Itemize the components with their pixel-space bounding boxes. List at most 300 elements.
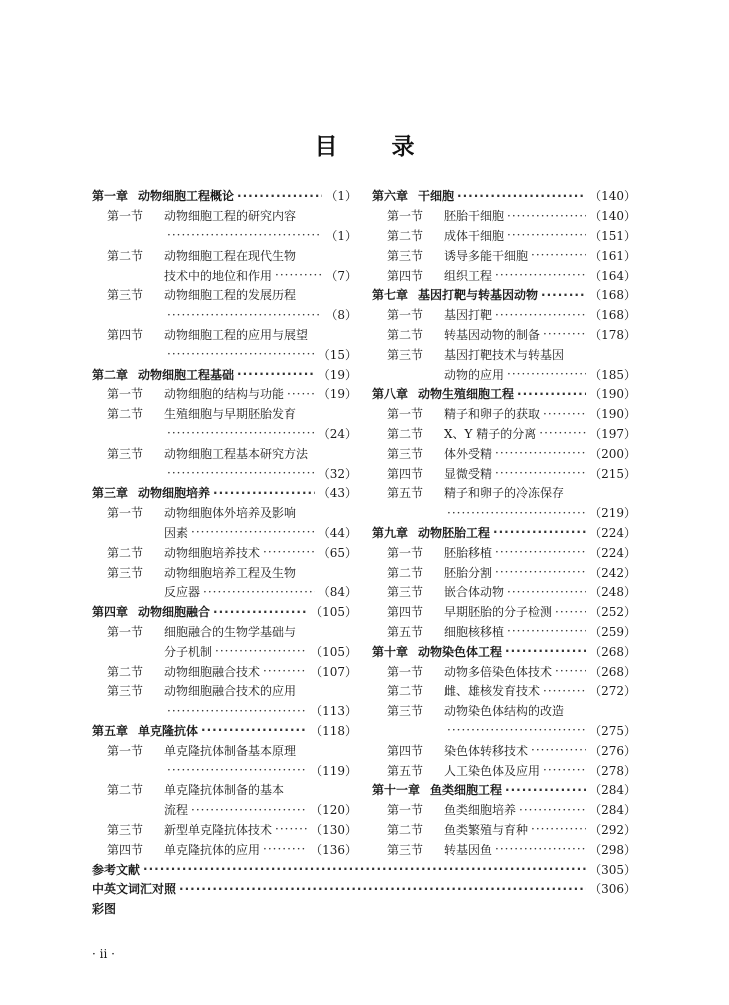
toc-entry-label: [387, 326, 540, 343]
section-title: 新型单克隆抗体技术: [164, 822, 273, 837]
dot-leader: [495, 268, 586, 282]
toc-section-row[interactable]: [92, 661, 357, 681]
section-title: 单克隆抗体制备的基本: [164, 783, 285, 798]
chapter-title: 单克隆抗体: [138, 723, 199, 738]
section-title: 精子和卵子的冷冻保存: [444, 486, 565, 501]
dot-leader: [507, 228, 586, 242]
section-number: 第四节: [107, 842, 144, 857]
toc-cont-row[interactable]: [92, 226, 357, 246]
toc-entry-label: [92, 603, 210, 620]
toc-section-row[interactable]: [92, 206, 357, 226]
page-number: （168）: [589, 308, 636, 323]
section-number: 第一节: [387, 209, 424, 224]
toc-entry-label: [107, 841, 260, 858]
page-number: （161）: [589, 248, 636, 263]
page-number: （151）: [589, 228, 636, 243]
dot-leader: [203, 585, 315, 599]
toc-entry-label: [387, 702, 564, 719]
dot-leader: [215, 644, 307, 658]
toc-section-row[interactable]: [372, 325, 636, 345]
section-number: 第五节: [387, 486, 424, 501]
page-number: （224）: [589, 525, 636, 540]
dot-leader: [543, 327, 586, 341]
section-title-continued: 动物的应用: [444, 367, 505, 382]
toc-chapter-row[interactable]: [372, 780, 636, 800]
toc-cont-row[interactable]: [92, 424, 357, 444]
toc-entry-label: [372, 187, 454, 204]
section-title: 动物细胞融合技术的应用: [164, 684, 297, 699]
toc-entry-label: [164, 801, 188, 818]
dot-leader: [507, 585, 586, 599]
toc-section-row[interactable]: [372, 305, 636, 325]
dot-leader: [531, 248, 586, 262]
dot-leader: [495, 545, 586, 559]
dot-leader: [167, 228, 322, 242]
page-number: （190）: [589, 407, 636, 422]
dot-leader: [275, 268, 322, 282]
dot-leader: [191, 525, 315, 539]
back-matter-title: 中英文词汇对照: [92, 882, 177, 897]
toc-section-row[interactable]: [372, 443, 636, 463]
section-number: 第一节: [107, 387, 144, 402]
toc-right-column: [372, 186, 636, 859]
dot-leader: [143, 862, 586, 876]
toc-section-row[interactable]: [372, 820, 636, 840]
chapter-title: 动物细胞融合: [138, 605, 211, 620]
title-char-1: 目: [314, 134, 338, 160]
toc-cont-row[interactable]: [92, 760, 357, 780]
toc-entry-label: [92, 187, 234, 204]
section-title: 动物细胞工程在现代生物: [164, 248, 297, 263]
section-title: 动物细胞工程基本研究方法: [164, 446, 309, 461]
chapter-title: 动物细胞培养: [138, 486, 211, 501]
chapter-title: 动物染色体工程: [418, 644, 503, 659]
section-title-continued: 分子机制: [164, 644, 213, 659]
toc-chapter-row[interactable]: [92, 186, 357, 206]
dot-leader: [517, 387, 586, 401]
dot-leader: [275, 822, 307, 836]
chapter-title: 鱼类细胞工程: [430, 783, 503, 798]
dot-leader: [505, 783, 586, 797]
dot-leader: [287, 387, 315, 401]
toc-section-row[interactable]: [372, 226, 636, 246]
section-title-continued: 反应器: [164, 585, 201, 600]
section-title: 胚胎分割: [444, 565, 493, 580]
toc-section-row[interactable]: [372, 701, 636, 721]
toc-entry-label: [387, 306, 492, 323]
toc-entry-label: [387, 623, 504, 640]
dot-leader: [541, 288, 586, 302]
toc-entry-label: [107, 286, 296, 303]
toc-section-row[interactable]: [92, 384, 357, 404]
toc-chapter-row[interactable]: [372, 384, 636, 404]
dot-leader: [495, 308, 586, 322]
page-number: （32）: [317, 466, 357, 481]
section-title: 体外受精: [444, 446, 493, 461]
section-title: 胚胎移植: [444, 545, 493, 560]
toc-entry-label: [107, 821, 272, 838]
chapter-title: 基因打靶与转基因动物: [418, 288, 539, 303]
section-title: 基因打靶: [444, 308, 493, 323]
dot-leader: [505, 644, 586, 658]
toc-entry-label: [372, 524, 490, 541]
page-number: （84）: [317, 585, 357, 600]
dot-leader: [495, 466, 586, 480]
dot-leader: [447, 723, 586, 737]
section-title-continued: 技术中的地位和作用: [164, 268, 273, 283]
toc-section-row[interactable]: [92, 285, 357, 305]
toc-section-row[interactable]: [92, 780, 357, 800]
dot-leader: [167, 426, 315, 440]
toc-entry-label: [387, 821, 528, 838]
section-number: 第一节: [387, 407, 424, 422]
page-number: （224）: [589, 545, 636, 560]
section-number: 第二节: [387, 327, 424, 342]
toc-entry-label: [387, 742, 528, 759]
chapter-number: 第二章: [92, 367, 129, 382]
section-title: 动物细胞的结构与功能: [164, 387, 285, 402]
toc-entry-label: [107, 544, 260, 561]
toc-section-row[interactable]: [372, 542, 636, 562]
toc-entry-label: [387, 544, 492, 561]
page-number: （190）: [589, 387, 636, 402]
section-title: 染色体转移技术: [444, 743, 529, 758]
toc-section-row[interactable]: [372, 582, 636, 602]
page-number: （119）: [310, 763, 357, 778]
toc-left-column: [92, 186, 357, 859]
toc-chapter-row[interactable]: [372, 186, 636, 206]
section-number: 第三节: [387, 842, 424, 857]
toc-section-row[interactable]: [372, 740, 636, 760]
section-number: 第五节: [387, 763, 424, 778]
back-matter-row[interactable]: [92, 899, 636, 919]
section-title: 动物多倍染色体技术: [444, 664, 553, 679]
toc-cont-row[interactable]: [92, 800, 357, 820]
chapter-number: 第九章: [372, 525, 409, 540]
section-title: 嵌合体动物: [444, 585, 505, 600]
back-matter-row[interactable]: [92, 859, 636, 879]
toc-chapter-row[interactable]: [372, 285, 636, 305]
toc-entry-label: [107, 405, 296, 422]
toc-section-row[interactable]: [92, 404, 357, 424]
section-title: 组织工程: [444, 268, 493, 283]
chapter-title: 动物细胞工程基础: [138, 367, 235, 382]
dot-leader: [555, 605, 586, 619]
toc-section-row[interactable]: [372, 483, 636, 503]
page-number: （268）: [589, 644, 636, 659]
toc-entry-label: [444, 366, 504, 383]
section-number: 第四节: [387, 605, 424, 620]
chapter-number: 第十一章: [372, 783, 421, 798]
page-number: （136）: [310, 842, 357, 857]
section-title: 鱼类细胞培养: [444, 803, 517, 818]
page-number: （200）: [589, 446, 636, 461]
page-number: （284）: [589, 783, 636, 798]
page-number: （259）: [589, 624, 636, 639]
section-title: 动物染色体结构的改造: [444, 704, 565, 719]
section-title: 细胞融合的生物学基础与: [164, 624, 297, 639]
toc-entry-label: [107, 742, 296, 759]
section-title: 精子和卵子的获取: [444, 407, 541, 422]
section-number: 第三节: [107, 684, 144, 699]
page-number: （292）: [589, 822, 636, 837]
dot-leader: [191, 803, 307, 817]
toc-section-row[interactable]: [372, 661, 636, 681]
section-title: 早期胚胎的分子检测: [444, 605, 553, 620]
toc-section-row[interactable]: [372, 622, 636, 642]
dot-leader: [263, 842, 307, 856]
page-number: （276）: [589, 743, 636, 758]
dot-leader: [263, 664, 307, 678]
chapter-number: 第五章: [92, 723, 129, 738]
toc-cont-row[interactable]: [92, 463, 357, 483]
section-title-continued: 流程: [164, 803, 189, 818]
toc-section-row[interactable]: [92, 443, 357, 463]
page-number: （284）: [589, 803, 636, 818]
section-number: 第一节: [387, 308, 424, 323]
toc-section-row[interactable]: [372, 602, 636, 622]
page-number: （15）: [317, 347, 357, 362]
section-title: 雌、雄核发育技术: [444, 684, 541, 699]
dot-leader: [507, 367, 586, 381]
chapter-title: 动物细胞工程概论: [138, 189, 235, 204]
section-title: 动物细胞工程的研究内容: [164, 209, 297, 224]
section-number: 第二节: [387, 426, 424, 441]
page-number: （242）: [589, 565, 636, 580]
dot-leader: [167, 704, 307, 718]
toc-section-row[interactable]: [372, 800, 636, 820]
toc-chapter-row[interactable]: [92, 721, 357, 741]
toc-entry-label: [107, 623, 296, 640]
toc-section-row[interactable]: [92, 542, 357, 562]
toc-entry-label: [387, 425, 536, 442]
dot-leader: [507, 624, 586, 638]
section-title: 动物细胞工程的发展历程: [164, 288, 297, 303]
toc-section-row[interactable]: [92, 325, 357, 345]
section-title-continued: 因素: [164, 525, 189, 540]
section-title: 人工染色体及应用: [444, 763, 541, 778]
toc-entry-label: [387, 583, 504, 600]
chapter-number: 第三章: [92, 486, 129, 501]
section-number: 第三节: [387, 585, 424, 600]
page-number: （105）: [310, 644, 357, 659]
section-title: 显微受精: [444, 466, 493, 481]
toc-section-row[interactable]: [92, 245, 357, 265]
toc-chapter-row[interactable]: [92, 602, 357, 622]
toc-entry-label: [107, 326, 308, 343]
toc-section-row[interactable]: [372, 245, 636, 265]
page-number: （1）: [325, 228, 357, 243]
toc-cont-row[interactable]: [92, 344, 357, 364]
toc-entry-label: [372, 385, 514, 402]
page-number: （130）: [310, 822, 357, 837]
dot-leader: [543, 684, 586, 698]
page-number: （268）: [589, 664, 636, 679]
dot-leader: [237, 367, 315, 381]
toc-entry-label: [387, 841, 492, 858]
toc-section-row[interactable]: [92, 562, 357, 582]
section-number: 第一节: [107, 506, 144, 521]
toc-cont-row[interactable]: [92, 523, 357, 543]
section-number: 第三节: [387, 704, 424, 719]
toc-entry-label: [107, 504, 296, 521]
page-number: （118）: [310, 723, 357, 738]
dot-leader: [447, 506, 586, 520]
back-matter-row[interactable]: [92, 879, 636, 899]
section-number: 第二节: [107, 545, 144, 560]
section-number: 第二节: [387, 565, 424, 580]
page-number: （252）: [589, 605, 636, 620]
toc-section-row[interactable]: [372, 562, 636, 582]
dot-leader: [167, 347, 315, 361]
toc-entry-label: [387, 663, 552, 680]
toc-cont-row[interactable]: [92, 641, 357, 661]
page-number: （19）: [317, 387, 357, 402]
dot-leader: [543, 407, 586, 421]
toc-entry-label: [372, 286, 538, 303]
toc-section-row[interactable]: [372, 404, 636, 424]
toc-entry-label: [107, 564, 296, 581]
section-number: 第二节: [107, 664, 144, 679]
dot-leader: [539, 426, 586, 440]
toc-entry-label: [387, 564, 492, 581]
toc-section-row[interactable]: [372, 760, 636, 780]
toc-section-row[interactable]: [92, 622, 357, 642]
toc-entry-label: [107, 682, 296, 699]
toc-entry-label: [387, 267, 492, 284]
toc-chapter-row[interactable]: [92, 364, 357, 384]
page-number: （7）: [325, 268, 357, 283]
section-title: 鱼类繁殖与育种: [444, 822, 529, 837]
section-number: 第三节: [107, 565, 144, 580]
page-number: （24）: [317, 426, 357, 441]
dot-leader: [213, 605, 307, 619]
toc-entry-label: [107, 207, 296, 224]
toc-section-row[interactable]: [372, 839, 636, 859]
toc-chapter-row[interactable]: [92, 483, 357, 503]
toc-section-row[interactable]: [92, 681, 357, 701]
section-title: 基因打靶技术与转基因: [444, 347, 565, 362]
toc-section-row[interactable]: [372, 424, 636, 444]
dot-leader: [507, 209, 586, 223]
page-number: （272）: [589, 684, 636, 699]
toc-cont-row[interactable]: [372, 721, 636, 741]
toc-entry-label: [372, 781, 502, 798]
page-number: （107）: [310, 664, 357, 679]
toc-entry-label: [387, 603, 552, 620]
page-number: （120）: [310, 803, 357, 818]
dot-leader: [495, 446, 586, 460]
dot-leader: [237, 189, 322, 203]
section-number: 第一节: [107, 209, 144, 224]
toc-cont-row[interactable]: [372, 503, 636, 523]
section-number: 第一节: [387, 664, 424, 679]
toc-cont-row[interactable]: [372, 364, 636, 384]
toc-section-row[interactable]: [372, 344, 636, 364]
toc-section-row[interactable]: [92, 839, 357, 859]
page-number: （215）: [589, 466, 636, 481]
section-number: 第三节: [387, 347, 424, 362]
toc-entry-label: [107, 445, 308, 462]
toc-section-row[interactable]: [372, 206, 636, 226]
section-title: 动物细胞体外培养及影响: [164, 506, 297, 521]
dot-leader: [531, 822, 586, 836]
section-number: 第二节: [107, 407, 144, 422]
dot-leader: [167, 466, 315, 480]
section-number: 第四节: [387, 466, 424, 481]
dot-leader: [167, 308, 322, 322]
dot-leader: [179, 882, 586, 896]
section-title: 动物细胞培养工程及生物: [164, 565, 297, 580]
section-title: 转基因鱼: [444, 842, 493, 857]
toc-section-row[interactable]: [92, 503, 357, 523]
toc-chapter-row[interactable]: [372, 523, 636, 543]
toc-cont-row[interactable]: [92, 701, 357, 721]
page-number: （178）: [589, 327, 636, 342]
page-number: （19）: [317, 367, 357, 382]
page-number: （197）: [589, 426, 636, 441]
toc-section-row[interactable]: [92, 820, 357, 840]
chapter-number: 第四章: [92, 605, 129, 620]
toc-chapter-row[interactable]: [372, 641, 636, 661]
dot-leader: [201, 723, 307, 737]
page-number: （298）: [589, 842, 636, 857]
section-title: 单克隆抗体的应用: [164, 842, 261, 857]
dot-leader: [263, 545, 315, 559]
title-char-2: 录: [391, 134, 415, 160]
dot-leader: [493, 525, 586, 539]
section-title: 胚胎干细胞: [444, 209, 505, 224]
section-number: 第一节: [387, 545, 424, 560]
toc-entry-label: [164, 583, 200, 600]
toc-entry-label: [387, 227, 504, 244]
page-number: （275）: [589, 723, 636, 738]
section-title: 转基因动物的制备: [444, 327, 541, 342]
chapter-title: 动物生殖细胞工程: [418, 387, 515, 402]
toc-cont-row[interactable]: [92, 305, 357, 325]
toc-entry-label: [92, 484, 210, 501]
section-number: 第四节: [107, 327, 144, 342]
page-number: （1）: [325, 189, 357, 204]
page-number: （306）: [589, 882, 636, 897]
section-number: 第一节: [107, 743, 144, 758]
toc-section-row[interactable]: [92, 740, 357, 760]
toc-entry-label: [387, 247, 528, 264]
dot-leader: [495, 842, 586, 856]
toc-entry-label: [107, 385, 284, 402]
toc-section-row[interactable]: [372, 681, 636, 701]
page-number: （140）: [589, 189, 636, 204]
page-number: （8）: [325, 308, 357, 323]
toc-entry-label: [107, 781, 284, 798]
page-number: （140）: [589, 209, 636, 224]
page-number: （43）: [317, 486, 357, 501]
toc-cont-row[interactable]: [92, 582, 357, 602]
dot-leader: [543, 763, 586, 777]
section-number: 第五节: [387, 624, 424, 639]
dot-leader: [495, 565, 586, 579]
toc-cont-row[interactable]: [92, 265, 357, 285]
chapter-title: 干细胞: [418, 189, 455, 204]
section-title: 细胞核移植: [444, 624, 505, 639]
toc-section-row[interactable]: [372, 265, 636, 285]
toc-entry-label: [387, 207, 504, 224]
section-number: 第三节: [387, 446, 424, 461]
page-number: · ii ·: [92, 947, 115, 961]
toc-section-row[interactable]: [372, 463, 636, 483]
toc-entry-label: [387, 484, 564, 501]
page-number: （65）: [317, 545, 357, 560]
